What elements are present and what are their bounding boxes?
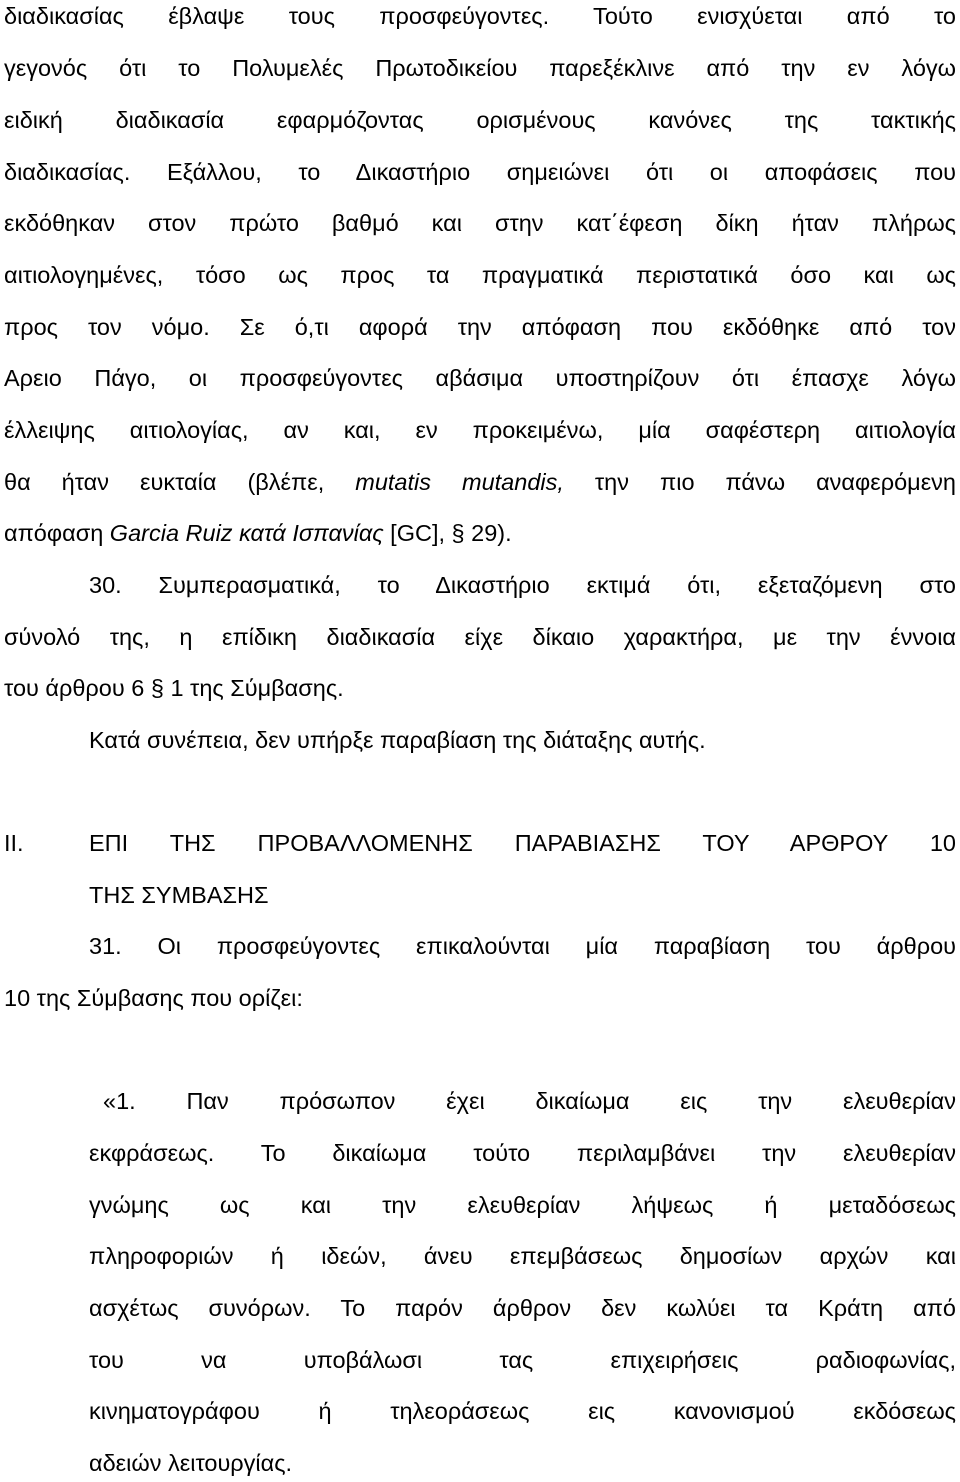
paragraph-line: αιτιολογημένες, τόσο ως προς τα πραγματικά περιστατικά όσο και ως (4, 262, 956, 288)
text-segment: την πιο πάνω αναφερόμενη (563, 469, 956, 495)
paragraph-line: 10 της Σύμβασης που ορίζει: (4, 985, 303, 1011)
text-segment: [GC], § 29). (383, 520, 512, 546)
paragraph-line: γεγονός ότι το Πολυμελές Πρωτοδικείου παρεξέκλινε από την εν λόγω (4, 55, 956, 81)
section-title: ΕΠΙ ΤΗΣ ΠΡΟΒΑΛΛΟΜΕΝΗΣ ΠΑΡΑΒΙΑΣΗΣ ΤΟΥ ΑΡΘΡΟΥ 10 (89, 830, 956, 856)
paragraph-line: διαδικασίας έβλαψε τους προσφεύγοντες. Τούτο ενισχύεται από το (4, 3, 956, 29)
text-segment: θα ήταν ευκταία (βλέπε, (4, 469, 356, 495)
quote-line: αδειών λειτουργίας. (89, 1450, 293, 1476)
paragraph-line: εκδόθηκαν στον πρώτο βαθμό και στην κατ΄έφεση δίκη ήταν πλήρως (4, 210, 956, 236)
paragraph-line: 31. Οι προσφεύγοντες επικαλούνται μία παραβίαση του άρθρου (89, 933, 956, 959)
quote-line: «1. Παν πρόσωπον έχει δικαίωμα εις την ελευθερίαν (103, 1088, 956, 1114)
paragraph-line: 30. Συμπερασματικά, το Δικαστήριο εκτιμά ότι, εξεταζόμενη στο (89, 572, 956, 598)
paragraph-line: ειδική διαδικασία εφαρμόζοντας ορισμένους κανόνες της τακτικής (4, 107, 956, 133)
case-name: Garcia Ruiz κατά Ισπανίας (109, 520, 384, 546)
paragraph-line: έλλειψης αιτιολογίας, αν και, εν προκειμένω, μία σαφέστερη αιτιολογία (4, 417, 956, 443)
quote-line: εκφράσεως. Το δικαίωμα τούτο περιλαμβάνει την ελευθερίαν (89, 1140, 956, 1166)
text-segment: απόφαση (4, 520, 110, 546)
quote-line: του να υποβάλωσι τας επιχειρήσεις ραδιοφωνίας, (89, 1347, 956, 1373)
paragraph-line: Αρειο Πάγο, οι προσφεύγοντες αβάσιμα υποστηρίζουν ότι έπασχε λόγω (4, 365, 956, 391)
section-title: ΤΗΣ ΣΥΜΒΑΣΗΣ (89, 882, 269, 908)
paragraph-line: διαδικασίας. Εξάλλου, το Δικαστήριο σημειώνει ότι οι αποφάσεις που (4, 159, 956, 185)
paragraph-line (4, 468, 956, 496)
quote-line: κινηματογράφου ή τηλεοράσεως εις κανονισμού εκδόσεως (89, 1398, 956, 1424)
latin-phrase: mutatis mutandis, (355, 469, 564, 495)
paragraph-line: του άρθρου 6 § 1 της Σύμβασης. (4, 675, 344, 701)
quote-line: γνώμης ως και την ελευθερίαν λήψεως ή μεταδόσεως (89, 1192, 956, 1218)
paragraph-line (4, 519, 956, 547)
paragraph-line: Κατά συνέπεια, δεν υπήρξε παραβίαση της διάταξης αυτής. (89, 727, 706, 753)
section-number: II. (4, 830, 24, 856)
quote-line: πληροφοριών ή ιδεών, άνευ επεμβάσεως δημοσίων αρχών και (89, 1243, 956, 1269)
paragraph-line: προς τον νόμο. Σε ό,τι αφορά την απόφαση που εκδόθηκε από τον (4, 314, 956, 340)
paragraph-line: σύνολό της, η επίδικη διαδικασία είχε δίκαιο χαρακτήρα, με την έννοια (4, 624, 956, 650)
quote-line: ασχέτως συνόρων. Το παρόν άρθρον δεν κωλύει τα Κράτη από (89, 1295, 956, 1321)
